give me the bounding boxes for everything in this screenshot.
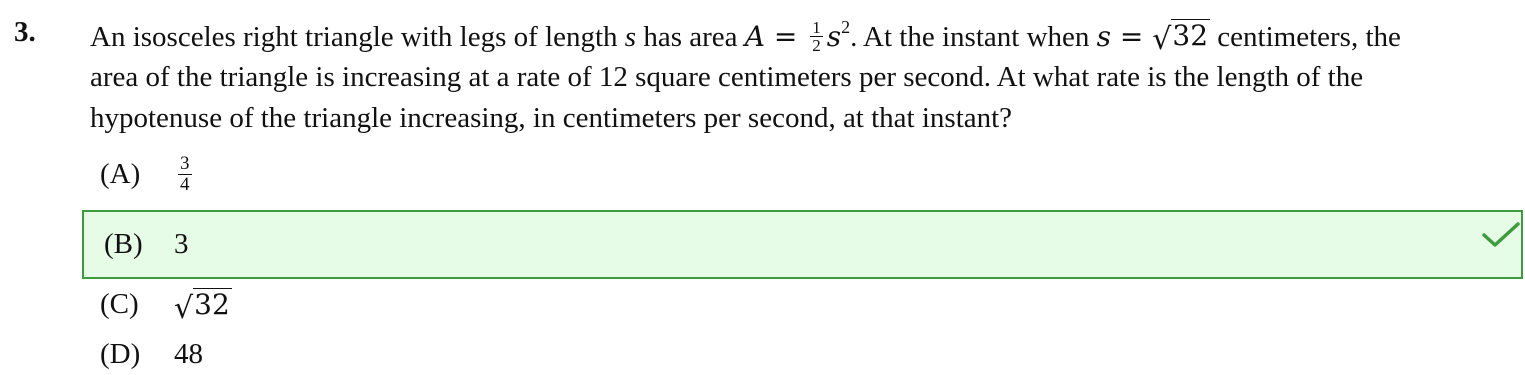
radicand: 32 (1172, 19, 1209, 52)
choice-letter: (A) (100, 157, 141, 190)
stem-text: An isosceles right triangle with legs of length (90, 21, 625, 53)
stem-line-3: hypotenuse of the triangle increasing, in centimeters per second, at that instant? (90, 102, 1013, 134)
radical-sign-icon: √ (1152, 22, 1172, 57)
choice-value: 48 (174, 337, 203, 370)
area-variable: A (744, 20, 766, 53)
square-root (1152, 19, 1210, 57)
exponent: 2 (841, 17, 851, 38)
fraction-numerator: 1 (812, 17, 821, 37)
stem-text: . At the instant when (850, 21, 1097, 53)
radicand: 32 (194, 287, 230, 321)
question-stem (90, 16, 1515, 139)
choice-d[interactable] (100, 336, 203, 372)
question-number: 3. (14, 16, 36, 48)
equals-sign: = (1111, 20, 1153, 53)
stem-line-2: area of the triangle is increasing at a rate of 12 square centimeters per second. At what rate is the length of the (90, 61, 1364, 93)
check-icon (1481, 220, 1521, 250)
fraction-denominator: 2 (812, 35, 821, 55)
choice-value: 3 (174, 228, 189, 260)
choice-letter: (D) (100, 337, 141, 370)
choice-fraction (178, 154, 192, 195)
choice-letter: (C) (100, 287, 139, 320)
fraction-one-half (810, 19, 823, 54)
square-root (174, 287, 232, 326)
stem-text: centimeters, the (1210, 21, 1401, 53)
choice-b-correct-row[interactable] (82, 210, 1523, 279)
fraction-numerator: 3 (180, 152, 190, 174)
choice-b[interactable] (104, 212, 189, 277)
choice-c[interactable] (100, 283, 232, 325)
variable-s: s (624, 21, 637, 53)
equals-sign: = (765, 20, 807, 53)
choice-a[interactable] (100, 150, 196, 198)
choice-letter: (B) (104, 228, 143, 260)
variable-s: s (1096, 20, 1112, 53)
fraction-denominator: 4 (180, 173, 190, 195)
stem-line-1 (90, 16, 1515, 57)
stem-text: has area (636, 21, 745, 53)
radical-sign-icon: √ (174, 290, 194, 326)
variable-s: s (826, 20, 842, 53)
